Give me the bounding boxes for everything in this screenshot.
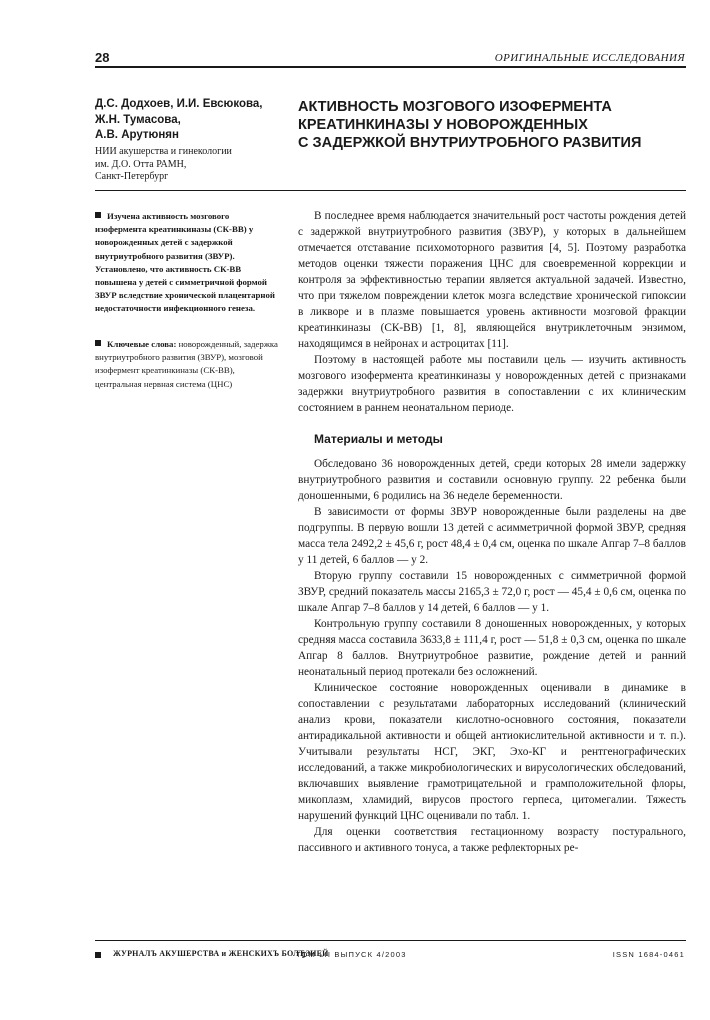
section-heading: Материалы и методы [314,432,443,446]
authors-line: А.В. Арутюнян [95,129,179,141]
affiliation-line: им. Д.О. Отта РАМН, [95,158,187,170]
keywords [95,338,280,391]
paragraph: Контрольную группу составили 8 доношенных новорожденных, у которых средняя масса составила 3633,8 ± 111,4 г, рост — 51,8 ± 0,3 см, оценка по шкале Апгар 8 баллов. Внутриутробное развитие, рождение детей и ранний неонатальный период протекали без осложнений. [298,618,686,678]
article-title [298,98,688,152]
authors-line: Д.С. Додхоев, И.И. Евсюкова, [95,98,263,110]
section-label: ОРИГИНАЛЬНЫЕ ИССЛЕДОВАНИЯ [494,52,685,64]
title-line: АКТИВНОСТЬ МОЗГОВОГО ИЗОФЕРМЕНТА [298,99,612,115]
footer-bullet-icon [95,952,101,958]
title-line: КРЕАТИНКИНАЗЫ У НОВОРОЖДЕННЫХ [298,117,588,133]
affiliation-line: Санкт-Петербург [95,171,169,182]
paragraph: Обследовано 36 новорожденных детей, среди которых 28 имели задержку внутриутробного развития и составили основную группу. 22 ребенка были доношенными, 6 родились на 36 неделе беременности. [298,458,686,502]
paragraph: В зависимости от формы ЗВУР новорожденные были разделены на две подгруппы. В первую вошли 13 детей с асимметричной формой ЗВУР, средняя масса тела 2492,2 ± 45,6 г, рост 48,4 ± 0,4 см, оценка по шкале Апгар 7–8 баллов у 11 детей, 6 баллов — у 2. [298,506,686,566]
issue-info: ТОМ LII ВЫПУСК 4/2003 [296,950,407,959]
title-line: С ЗАДЕРЖКОЙ ВНУТРИУТРОБНОГО РАЗВИТИЯ [298,135,642,151]
journal-name: ЖУРНАЛЪ АКУШЕРСТВА и ЖЕНСКИХЪ БОЛЂЗНЕЙ [113,949,329,958]
keywords-text: новорожденный, задержка внутриутробного развития (ЗВУР), мозговой изофермент креатинкиназы (СК-ВВ), центральная нервная система (ЦНС) [95,339,278,389]
bullet-square-icon [95,212,101,218]
header-rule [95,66,686,68]
paragraph: Поэтому в настоящей работе мы поставили цель — изучить активность мозгового изофермента креатинкиназы у новорожденных детей с признаками задержки внутриутробного развития в сопоставлении с их клиническим состоянием в раннем неонатальном периоде. [298,354,686,414]
abstract [95,210,280,316]
affiliation-line: НИИ акушерства и гинекологии [95,146,232,157]
affiliation [95,146,285,184]
paragraph: Для оценки соответствия гестационному возрасту постурального, пассивного и активного тонуса, а также рефлекторных ре- [298,826,686,854]
footer-rule [95,940,686,941]
authors-line: Ж.Н. Тумасова, [95,113,181,126]
title-rule [95,190,686,191]
paragraph: Клиническое состояние новорожденных оценивали в динамике в сопоставлении с результатами лабораторных исследований (клинический анализ крови, показатели кислотно-основного состояния, показатели антирадикальной активности и общей антиокислительной активности и т. п.). Учитывали результаты НСГ, ЭКГ, Эхо-КГ и рентгенографических исследований, а также микробиологических и вирусологических обследований, включавших выявление грамотрицательной и грамположительной флоры, микоплазм, хламидий, вирусов простого герпеса, цитомегалии. Тяжесть нарушений функций ЦНС оценивали по табл. 1. [298,682,686,822]
issn: ISSN 1684-0461 [612,950,685,959]
authors [95,97,285,144]
paragraph: Вторую группу составили 15 новорожденных с симметричной формой ЗВУР, средний показатель массы 2165,3 ± 72,0 г, рост — 45,4 ± 0,6 см, оценка по шкале Апгар 7–8 баллов у 14 детей, 6 баллов — у 1. [298,570,686,614]
paragraph: В последнее время наблюдается значительный рост частоты рождения детей с задержкой внутриутробного развития (ЗВУР), у которых в дальнейшем отмечается отставание психомоторного развития [4, 5]. Поэтому разработка методов оценки тяжести поражения ЦНС для своевременной коррекции и контроля за эффективностью терапии является актуальной задачей. Известно, что при тяжелом повреждении клеток мозга вследствие хронической гипоксии в ликворе и в плазме повышается уровень активности мозговой фракции креатинкиназы (СК-ВВ) [1, 8], являющейся внутриклеточным энзимом, находящимся в нейронах и астроцитах [11]. [298,210,686,350]
bullet-square-icon [95,340,101,346]
page-number: 28 [95,50,110,65]
abstract-text: Изучена активность мозгового изофермента креатинкиназы (СК-ВВ) у новорожденных детей с задержкой внутриутробного развития (ЗВУР). Установлено, что активность СК-ВВ повышена у детей с симметричной формой ЗВУР вследствие хронической плацентарной недостаточности инфекционного генеза. [95,211,275,314]
keywords-label: Ключевые слова: [107,339,177,349]
article-body [298,208,686,856]
